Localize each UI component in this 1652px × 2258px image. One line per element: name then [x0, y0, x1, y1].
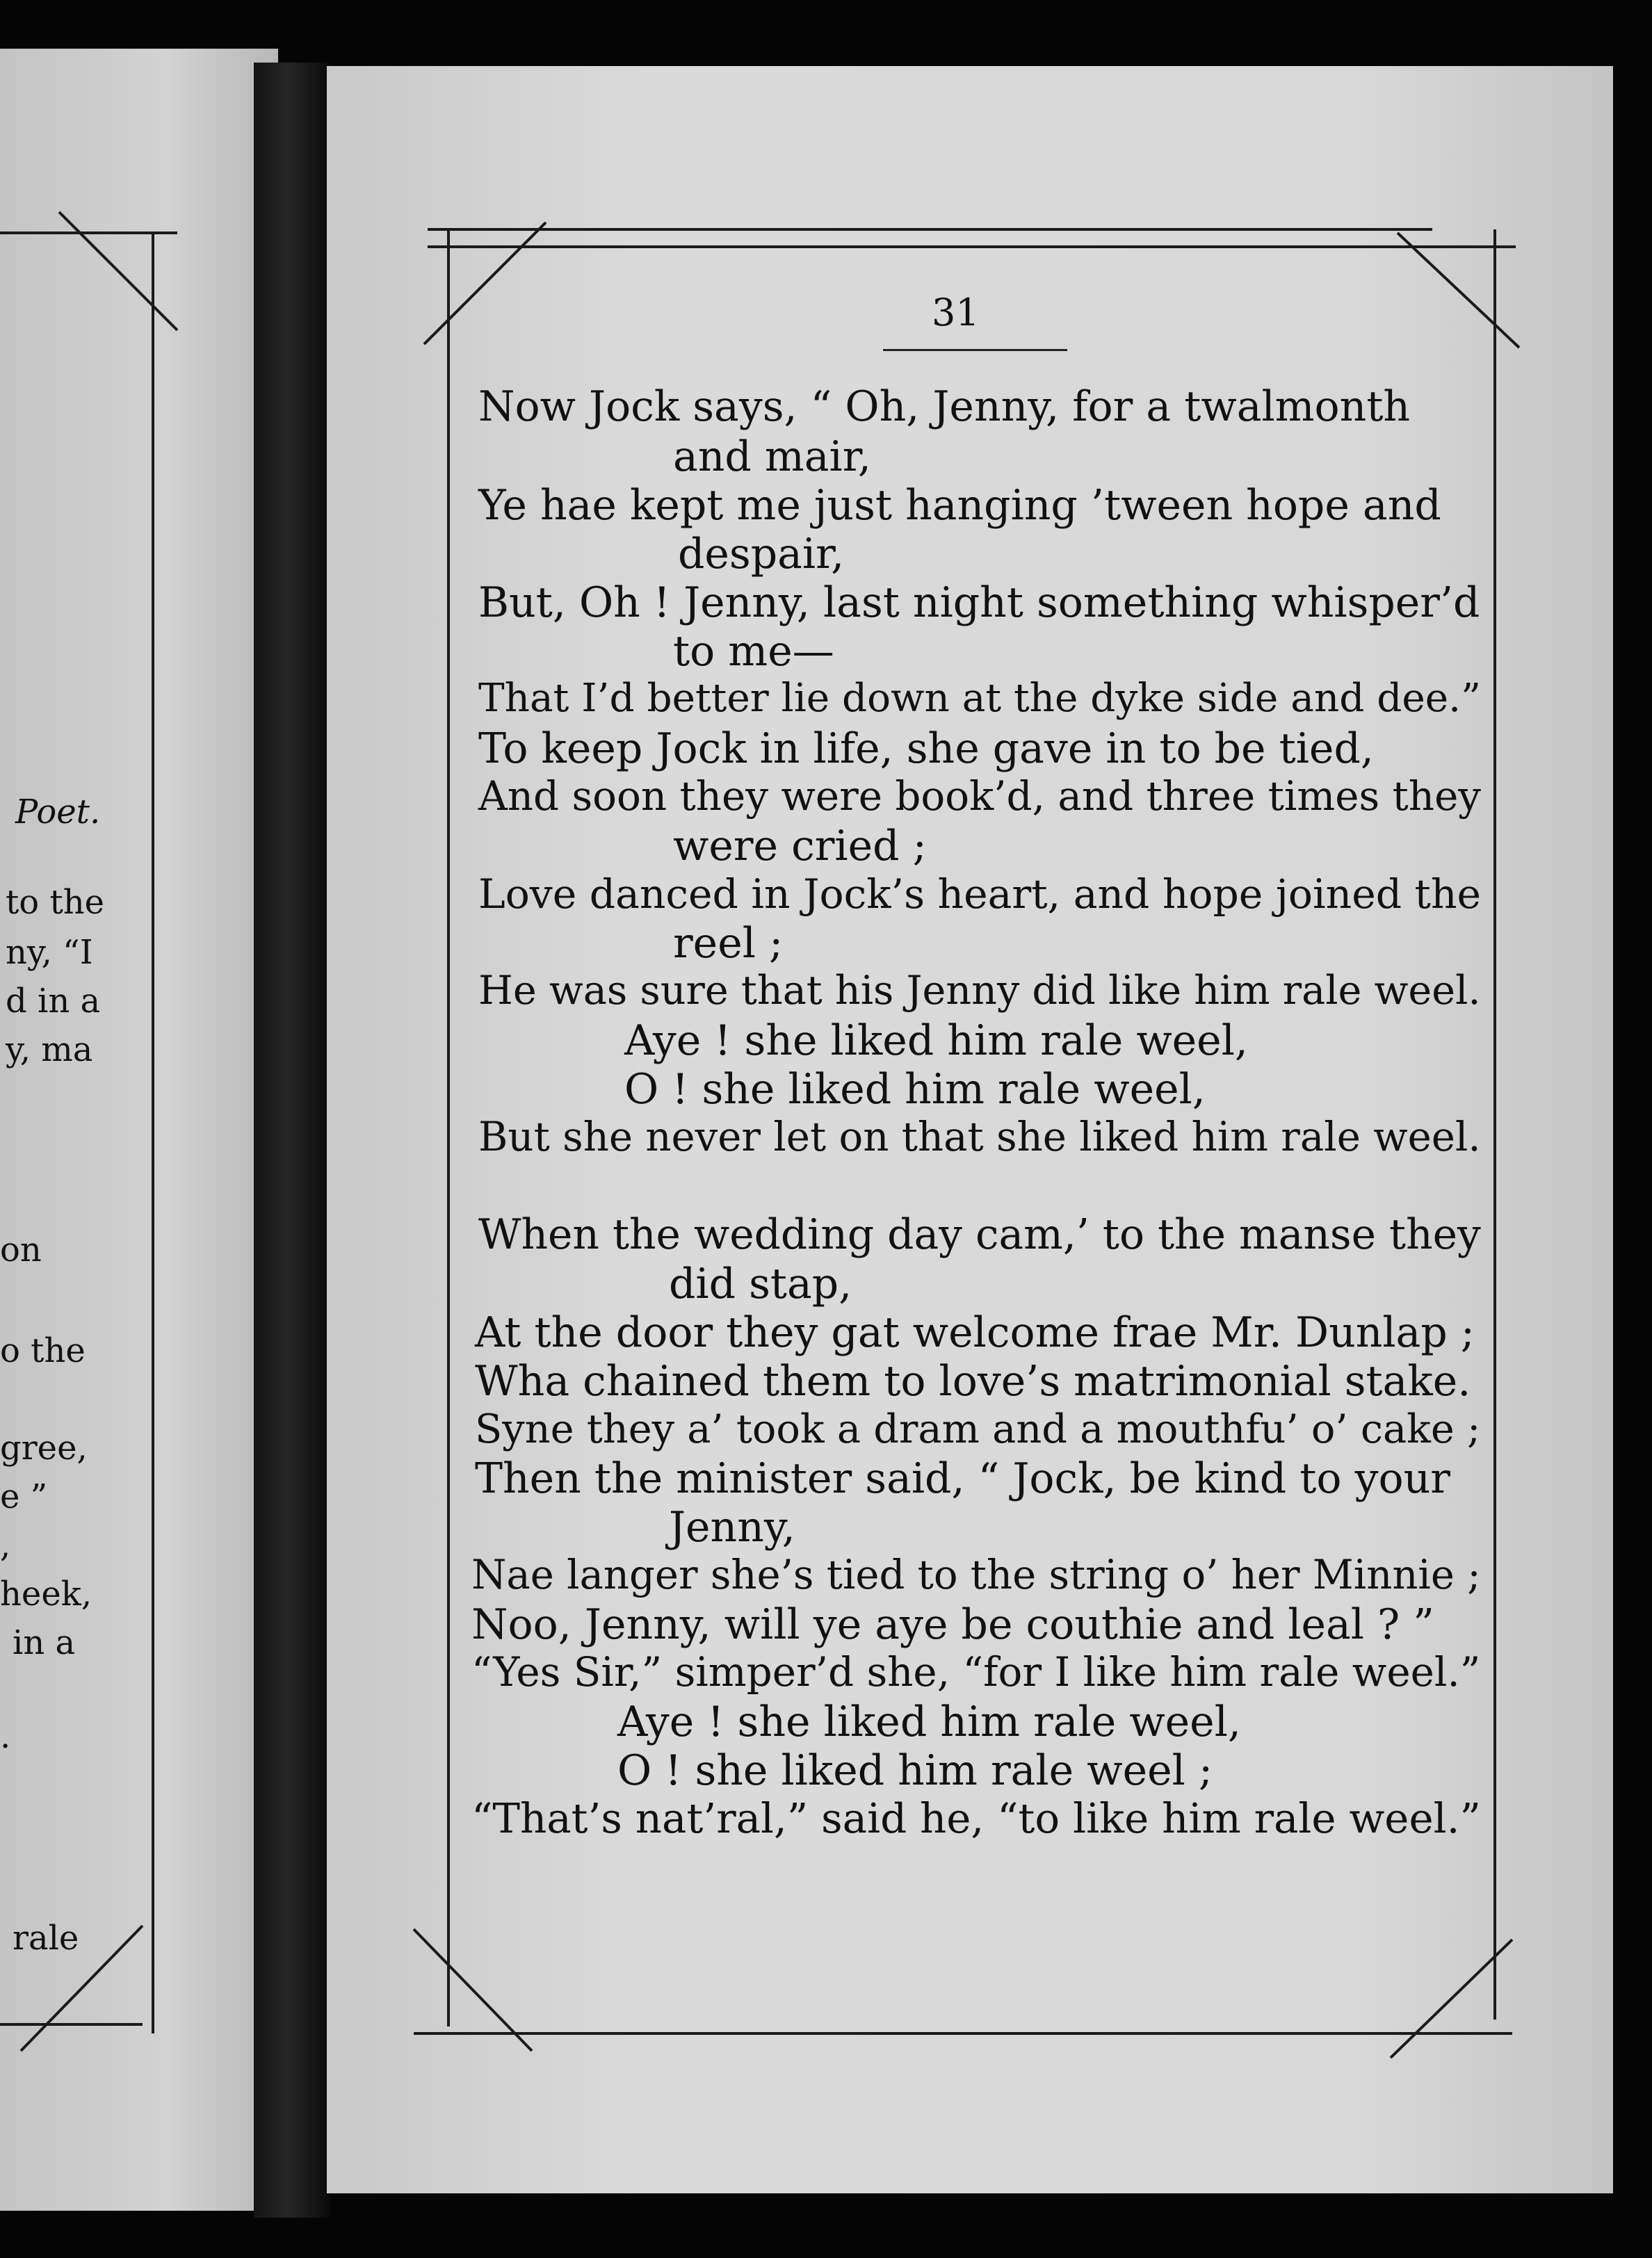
poem-line: Then the minister said, “ Jock, be kind to your: [475, 1454, 1450, 1503]
poem-line: Jenny,: [669, 1503, 795, 1552]
page-number: 31: [932, 291, 980, 334]
left-fragment: e ”: [0, 1477, 48, 1516]
poem-line: But she never let on that she liked him rale weel.: [478, 1113, 1481, 1160]
left-fragment: ,: [0, 1526, 11, 1565]
poem-line: He was sure that his Jenny did like him rale weel.: [478, 968, 1481, 1014]
poem-line: “Yes Sir,” simper’d she, “for I like him rale weel.”: [471, 1648, 1481, 1696]
poem-line: Ye hae kept me just hanging ’tween hope and: [478, 481, 1441, 530]
poem-line: That I’d better lie down at the dyke side and dee.”: [478, 676, 1481, 721]
poem-line: “That’s nat’ral,” said he, “to like him rale weel.”: [471, 1795, 1481, 1843]
left-fragment: gree,: [0, 1429, 88, 1468]
poem-line: and mair,: [673, 432, 871, 481]
poem-line: Love danced in Jock’s heart, and hope joined the: [478, 870, 1482, 918]
poem-line: were cried ;: [673, 822, 927, 870]
left-fragment: d in a: [6, 982, 101, 1021]
left-fragment: ny, “I: [6, 933, 93, 972]
poem-line: Wha chained them to love’s matrimonial stake.: [475, 1357, 1471, 1406]
left-fragment: on: [0, 1230, 42, 1269]
poem-line: Aye ! she liked him rale weel,: [624, 1016, 1248, 1065]
poem-line: O ! she liked him rale weel,: [624, 1065, 1206, 1114]
poem-line: At the door they gat welcome frae Mr. Dunlap ;: [475, 1308, 1475, 1357]
left-fragment: o the: [0, 1331, 86, 1370]
left-fragment: y, ma: [6, 1030, 93, 1069]
poem-line: Nae langer she’s tied to the string o’ her Minnie ;: [471, 1552, 1481, 1598]
poem-line: Aye ! she liked him rale weel,: [617, 1698, 1241, 1746]
poem-line: reel ;: [673, 919, 784, 968]
poem-line: To keep Jock in life, she gave in to be tied,: [478, 724, 1374, 773]
left-fragment: .: [0, 1717, 11, 1756]
poem-line: Noo, Jenny, will ye aye be couthie and leal ? ”: [471, 1600, 1434, 1649]
poem-line: despair,: [678, 530, 845, 578]
left-fragment: heek,: [0, 1575, 92, 1614]
left-fragment: in a: [13, 1623, 76, 1662]
poem-line: When the wedding day cam,’ to the manse they: [478, 1210, 1481, 1259]
poem-line: to me—: [673, 627, 834, 676]
left-fragment: rale: [13, 1919, 79, 1958]
poem-line: O ! she liked him rale weel ;: [617, 1746, 1213, 1795]
left-fragment: Poet.: [15, 793, 101, 831]
page-number-rule: [883, 349, 1067, 351]
poem-line: And soon they were book’d, and three times they: [478, 772, 1481, 820]
poem-line: But, Oh ! Jenny, last night something whisper’d: [478, 578, 1480, 627]
left-fragment: to the: [6, 883, 105, 922]
poem-line: did stap,: [669, 1260, 852, 1308]
poem-line: Syne they a’ took a dram and a mouthfu’ o’ cake ;: [475, 1406, 1481, 1452]
poem-line: Now Jock says, “ Oh, Jenny, for a twalmonth: [478, 382, 1411, 431]
